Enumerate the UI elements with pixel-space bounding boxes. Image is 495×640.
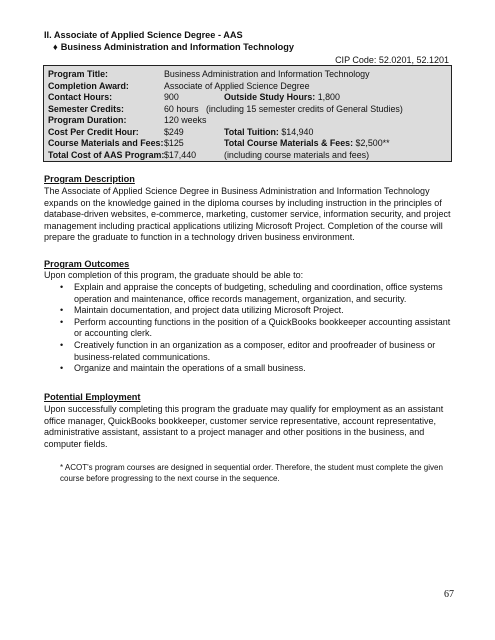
info-label: Total Cost of AAS Program: [48,149,165,160]
info-value: $249 [164,126,184,137]
outcomes-intro: Upon completion of this program, the graduate should be able to: [44,270,304,280]
outcome-text: Creatively function in an organization as a composer, editor and proofreader of business or business-related communications. [74,339,436,362]
outcome-text: Organize and maintain the operations of a small business. [74,363,306,374]
outcome-text: Explain and appraise the concepts of budgeting, scheduling and coordination, office systems operation and maintenance, office records management, organization, and security. [74,282,443,304]
info-label: Course Materials and Fees: [48,138,164,148]
info-label: Total Tuition: [224,126,279,137]
program-info-box [43,65,452,162]
info-value: Associate of Applied Science Degree [164,80,310,91]
info-row-cost-per-credit [48,127,451,139]
list-item [44,282,456,305]
bullet-icon: • [60,363,64,374]
outcome-text: Maintain documentation, and project data utilizing Microsoft Project. [74,305,344,316]
description-text: The Associate of Applied Science Degree in Business Administration and Information Technology expands on the knowledge gained in the diploma courses by including instruction in the principles of database-driven websites, e-commerce, marketing, customer service, information security, and project management including practical applications utilizing Microsoft Project. Completion of the course will prepare the graduate to function in a technology driven business environment. [44,186,451,243]
info-value: $2,500** [355,138,390,148]
bullet-icon: • [60,282,64,292]
list-item [44,305,456,317]
info-label: Completion Award: [48,80,129,91]
info-value: Business Administration and Information Technology [164,69,370,79]
info-label: Total Course Materials & Fees: [224,138,354,148]
info-value-note: (including course materials and fees) [224,149,370,160]
list-item [44,317,456,340]
info-row-course-materials [48,138,451,150]
info-value: $17,440 [164,149,197,160]
outcomes-title: Program Outcomes [44,259,130,269]
outcomes-list [44,282,456,375]
page-number: 67 [444,589,454,600]
info-label: Outside Study Hours: [224,92,316,102]
description-title: Program Description [44,174,135,184]
info-secondary [224,127,313,139]
section-heading: II. Associate of Applied Science Degree - AAS [44,30,243,40]
bullet-icon: • [60,305,64,316]
info-value: $125 [164,138,184,148]
info-row-semester-credits [48,104,451,116]
info-row-total-cost [48,150,451,162]
info-value [164,104,403,116]
bullet-icon: • [60,316,64,327]
footnote: * ACOT's program courses are designed in sequential order. Therefore, the student must complete the given course before progressing to the next course in the sequence. [60,463,443,483]
info-value: 900 [164,92,179,102]
info-label: Semester Credits: [48,103,124,114]
diamond-bullet-icon: ♦ [53,42,58,52]
employment-title: Potential Employment [44,392,141,402]
info-label: Program Title: [48,69,109,79]
list-item [44,363,456,375]
program-subheading [53,42,294,52]
info-label: Contact Hours: [48,92,113,102]
info-label: Program Duration: [48,115,127,125]
info-label: Cost Per Credit Hour: [48,126,139,137]
info-row-completion-award [48,81,451,93]
info-value: 1,800 [317,92,340,102]
info-value: $14,940 [281,126,314,137]
info-row-program-duration [48,115,451,127]
list-item [44,340,456,363]
info-row-program-title [48,69,451,81]
info-secondary [224,138,390,150]
cip-code: CIP Code: 52.0201, 52.1201 [335,55,449,65]
info-value-main: 60 hours [164,103,199,114]
info-row-contact-hours [48,92,451,104]
employment-text: Upon successfully completing this program the graduate may qualify for employment as an assistant office manager, QuickBooks bookkeeper, customer service representative, account representative, administrative assistant, assistant to a project manager and other positions in the business, and computer fields. [44,404,444,449]
info-secondary [224,92,340,104]
info-value: 120 weeks [164,115,207,125]
info-value-note: (including 15 semester credits of General Studies) [205,103,403,114]
bullet-icon: • [60,339,64,350]
outcome-text: Perform accounting functions in the position of a QuickBooks bookkeeper accounting assistant or accounting clerk. [74,316,451,339]
program-subheading-text: Business Administration and Information Technology [60,42,294,52]
